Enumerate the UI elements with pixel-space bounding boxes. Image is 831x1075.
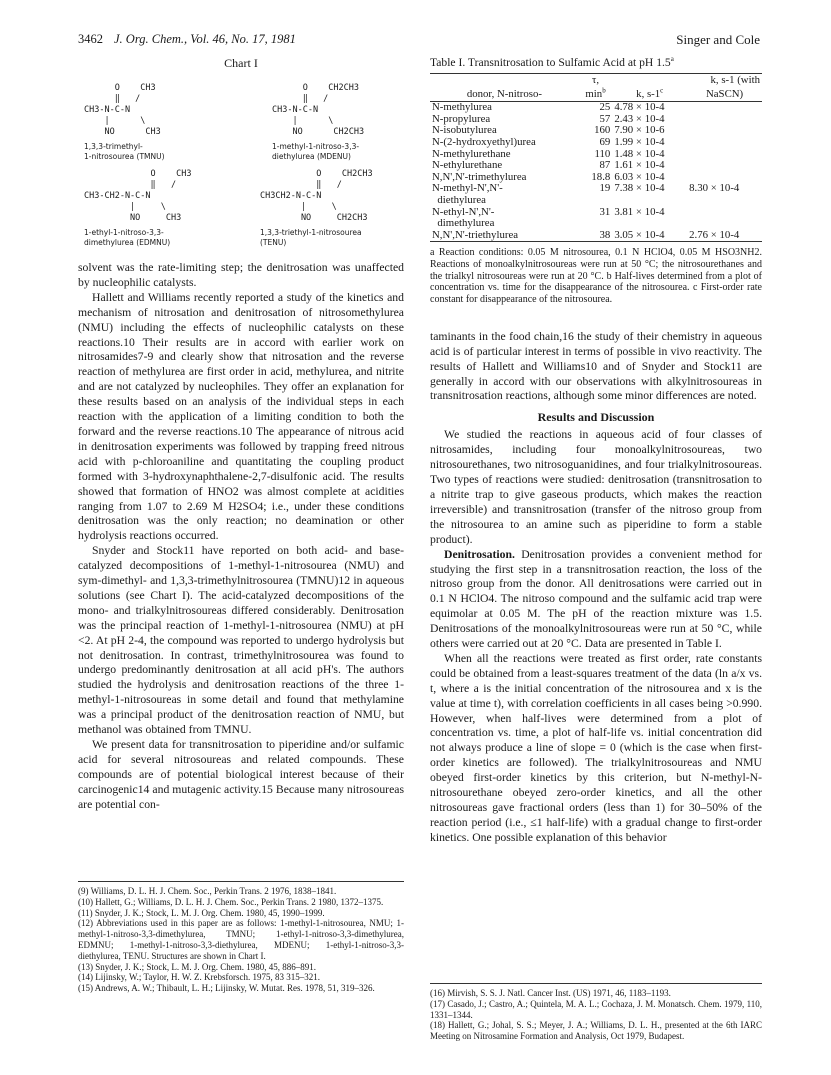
- table-row: [430, 137, 762, 149]
- structure-formula: O CH2CH3 ‖ / CH3CH2-N-C-N | \ NO CH2CH3: [260, 169, 373, 223]
- structure-name: 1-ethyl-1-nitroso-3,3- dimethylurea (EDMNU): [84, 228, 171, 247]
- cell-k2: [687, 207, 762, 219]
- header-k-blank: [612, 74, 687, 88]
- structure-formula: O CH2CH3 ‖ / CH3-N-C-N | \ NO CH2CH3: [272, 83, 365, 137]
- cell-tau: 87: [599, 159, 611, 172]
- footnote: (9) Williams, D. L. H. J. Chem. Soc., Perkin Trans. 2 1976, 1838–1841.: [78, 886, 337, 896]
- cell-donor: N-methyl-N',N'-: [432, 182, 503, 195]
- cell-k: 1.99 × 10-4: [614, 135, 665, 148]
- running-header: [78, 32, 760, 52]
- structure-name: 1,3,3-triethyl-1-nitrosourea (TENU): [260, 228, 362, 247]
- structure-formula: O CH3 ‖ / CH3-CH2-N-C-N | \ NO CH3: [84, 169, 192, 223]
- table-title-text: Table I. Transnitrosation to Sulfamic Acid at pH 1.5: [430, 56, 671, 69]
- cell-k2: [687, 195, 762, 207]
- chemical-structures-chart: [78, 83, 404, 261]
- cell-tau: 160: [594, 124, 611, 137]
- section-heading: Results and Discussion: [537, 410, 655, 425]
- cell-tau: 110: [594, 147, 611, 160]
- body-paragraph: Hallett and Williams recently reported a study of the kinetics and mechanism of nitrosation and denitrosation of nitrosomethylurea (NMU) including the effects of nucleophilic catalysts on these reactions.10 Their results are in accord with earlier work on nitrosamides7-9 and clearly show that nitrosation and the reverse reaction of methylurea are first order in acid, methylurea, and nitrite and are not catalyzed by nucleophiles. They offer an explanation for these results based on an analysis of the individual steps in each reaction with the application of a limiting condition to both the forward and the reverse reactions.10 The appearance of nitrous acid in denitrosation experiments was followed by trapping freed nitrous acid with p-chloroaniline and quantitating the coupling product formed with 3-hydroxynaphthalene-2,7-disulfonic acid. The results showed that formation of HNO2 was almost complete at acidities ranging from 1.07 to 2.69 M H2SO4; i.e., under these conditions denitrosation was the only reaction; no deamination or other hydrolysis reactions occurred.: [78, 290, 404, 543]
- page-number: 3462: [78, 32, 103, 46]
- footnote: (17) Casado, J.; Castro, A.; Quintela, M. A. L.; Cochaza, J. M. Monatsch. Chem. 1979, 110, 1331–1344.: [430, 998, 762, 1020]
- table-notes: a Reaction conditions: 0.05 M nitrosourea, 0.1 N HClO4, 0.05 M HSO3NH2. Reactions of monoalkylnitrosoureas were run at 50 °C; the nitrosourethanes and the trialkyl nitrosoureas were run at 20 °C. b Half-lives determined from a plot of concentration vs. time for the disappearance of the nitrosourea. c First-order rate constant for disappearance of the nitrosourea.: [430, 247, 762, 306]
- body-paragraph: We studied the reactions in aqueous acid of four classes of nitrosamides, including four monoalkylnitrosoureas, two nitrosourethanes, two nitrosoguanidines, and four trialkylnitrosoureas. Two types of reactions were studied: denitrosation (transnitrosation to a nitrite trap to give gaseous products, which makes the reaction irreversible) and transnitrosation (transfer of the nitroso group from the nitrosourea to an amine such as piperidine to form a stable product).: [430, 428, 762, 546]
- structure-tmnu: [84, 83, 244, 162]
- body-paragraph: [430, 548, 762, 652]
- cell-k2: [687, 102, 762, 114]
- body-paragraph: taminants in the food chain,16 the study of their chemistry in aqueous acid is of particular interest in terms of possible in vivo reactivity. The results of Hallett and Williams10 and of Snyder and Stock11 are generally in accord with our observations with alkylnitrosoureas in transnitrosation reactions, although some minor differences are noted.: [430, 329, 762, 403]
- cell-k: 7.38 × 10-4: [614, 182, 665, 195]
- cell-k: [612, 195, 687, 207]
- cell-donor: N-ethyl-N',N'-: [432, 205, 495, 218]
- header-k-nascn-2: NaSCN): [687, 88, 762, 102]
- cell-tau: [579, 195, 613, 207]
- cell-donor: N-(2-hydroxyethyl)urea: [432, 135, 536, 148]
- footnote-rule: [78, 881, 404, 882]
- cell-k: [612, 218, 687, 230]
- header-tau: τ,: [592, 74, 600, 86]
- cell-tau: 38: [599, 228, 611, 241]
- k-label: k, s-1: [636, 87, 661, 100]
- paragraph-text: Denitrosation provides a convenient method for studying the first step in a transnitrosation reaction, the loss of the nitroso group from the donor. All denitrosations were carried out in 0.1 N HClO4. The nitroso compound and the sulfamic acid trap were equimolar at 0.05 M. The pH of the reaction mixture was 1.5. Denitrosations of the monoalkylnitrosoureas were run at 50 °C, while others were carried out at 20 °C. Data are presented in Table I.: [430, 547, 762, 651]
- header-tau-unit: [579, 88, 613, 102]
- cell-tau: 19: [599, 182, 611, 195]
- cell-donor: N-isobutylurea: [432, 124, 497, 137]
- cell-k: 1.48 × 10-4: [614, 147, 665, 160]
- cell-tau: 25: [599, 101, 611, 114]
- cell-k: 4.78 × 10-4: [614, 101, 665, 114]
- tau-unit: min: [585, 87, 603, 100]
- footnote: (13) Snyder, J. K.; Stock, L. M. J. Org. Chem. 1980, 45, 886–891.: [78, 961, 316, 972]
- cell-k2: [687, 149, 762, 161]
- left-column: [78, 56, 404, 813]
- header-donor-label: donor, N-nitroso-: [430, 88, 579, 102]
- cell-k: 3.81 × 10-4: [614, 205, 665, 218]
- body-paragraph: When all the reactions were treated as first order, rate constants could be obtained from a least-squares treatment of the data (ln a/x vs. t, where a is the initial concentration of the nitrosourea and x is the value at time t), with correlation coefficients in all cases being >0.990. However, when half-lives were determined from a plot of concentration vs. time, a plot of half-life vs. initial concentration did not always produce a line of slope = 0 (which is the case when first-order kinetics are followed). The trialkylnitrosoureas and NMU obeyed first-order kinetics by this criterion, but N-methyl-N-nitrosourethane obeyed zero-order kinetics, and all the other nitrosoureas gave fractional orders (less than 1) for 30–50% of the reaction period (i.e., ≤1 half-life) with a gradual change to first-order kinetics. One possible explanation of this behavior: [430, 651, 762, 844]
- cell-donor: dimethylurea: [432, 217, 495, 230]
- left-footnotes: [78, 886, 404, 994]
- cell-donor: diethylurea: [432, 193, 486, 206]
- tau-footnote-mark: b: [602, 86, 606, 94]
- footnote-rule: [430, 983, 762, 984]
- table-row: [430, 102, 762, 114]
- journal-citation: J. Org. Chem., Vol. 46, No. 17, 1981: [114, 32, 296, 46]
- footnote: (14) Lijinsky, W.; Taylor, H. W. Z. Krebsforsch. 1975, 83 315–321.: [78, 972, 320, 983]
- cell-k2: [687, 125, 762, 137]
- structure-tenu: [260, 169, 420, 248]
- table-row: [430, 230, 762, 242]
- cell-k2: [687, 218, 762, 230]
- k-footnote-mark: c: [660, 86, 664, 94]
- footnote: (11) Snyder, J. K.; Stock, L. M. J. Org. Chem. 1980, 45, 1990–1999.: [78, 907, 325, 918]
- header-k: [612, 88, 687, 102]
- body-paragraph: We present data for transnitrosation to piperidine and/or sulfamic acid for several nitrosoureas and related compounds. These compounds are of potential biological interest because of their carcinogenic14 and mutagenic activity.15 Because many nitrosoureas are potential con-: [78, 738, 404, 811]
- cell-k2: [687, 160, 762, 172]
- cell-tau: 69: [599, 135, 611, 148]
- cell-k: 3.05 × 10-4: [614, 228, 665, 241]
- cell-donor: N-methylurethane: [432, 147, 511, 160]
- footnote: (15) Andrews, A. W.; Thibault, L. H.; Lijinsky, W. Mutat. Res. 1978, 51, 319–326.: [78, 983, 375, 994]
- structure-edmnu: [84, 169, 244, 248]
- right-footnotes: [430, 988, 762, 1042]
- table-row: [430, 195, 762, 207]
- cell-tau: 31: [599, 205, 611, 218]
- table-body: [430, 102, 762, 242]
- body-paragraph: Snyder and Stock11 have reported on both acid- and base-catalyzed decompositions of 1-methyl-1-nitrosourea (NMU) and sym-dimethyl- and 1,3,3-trimethylnitrosourea (TMNU)12 in aqueous solutions (see Chart I). The acid-catalyzed decompositions of the mono- and trialkylnitrosoureas differed considerably. Denitrosation was the principal reaction of 1-methyl-1-nitrosourea (NMU) at pH <2. At pH 2-4, the compound was reported to undergo hydrolysis but not denitrosation. In contrast, trimethylnitrosourea was found to undergo predominantly denitrosation at all acid pH's. The authors studied the hydrolysis and denitrosation reactions of the three 1-methyl-1-nitrosoureas in some detail and found that methylamine was a principal product of the denitrosation reaction of NMU, but methanol was obtained from TMNU.: [78, 544, 404, 737]
- chart-title: Chart I: [224, 56, 258, 70]
- author-names: Singer and Cole: [676, 32, 760, 47]
- transnitrosation-table: [430, 73, 762, 242]
- structure-name: 1-methyl-1-nitroso-3,3- diethylurea (MDENU): [272, 142, 360, 161]
- header-donor: [430, 74, 579, 88]
- structure-mdenu: [272, 83, 432, 162]
- table-row: [430, 218, 762, 230]
- cell-tau: 18.8: [591, 170, 611, 183]
- cell-donor: N,N',N'-triethylurea: [432, 228, 519, 241]
- header-k-nascn: k, s-1 (with: [710, 74, 760, 86]
- cell-k: 2.43 × 10-4: [614, 112, 665, 125]
- cell-k: 7.90 × 10-6: [614, 124, 665, 137]
- table-title: [430, 56, 762, 69]
- table-title-footnote-mark: a: [670, 55, 674, 64]
- cell-k2: 8.30 × 10-4: [689, 182, 740, 195]
- footnote: (18) Hallett, G.; Johal, S. S.; Meyer, J. A.; Williams, D. L. H., presented at the 6th IARC Meeting on Nitrosamine Formation and Analysis, Oct 1979, Budapest.: [430, 1020, 762, 1042]
- table-row: [430, 160, 762, 172]
- footnote: (12) Abbreviations used in this paper are as follows: 1-methyl-1-nitrosourea, NMU; 1-methyl-1-nitroso-3,3-dimethylurea, TMNU; 1-ethyl-1-nitroso-3,3-dimethylurea, EDMNU; 1-methyl-1-nitroso-3,3-diethylurea, MDENU; 1-ethyl-1-nitroso-3,3-diethylurea, TENU. Structures are shown in Chart I.: [78, 918, 404, 961]
- cell-k2: 2.76 × 10-4: [689, 228, 740, 241]
- cell-k: 6.03 × 10-4: [614, 170, 665, 183]
- structure-formula: O CH3 ‖ / CH3-N-C-N | \ NO CH3: [84, 83, 161, 137]
- footnote: (10) Hallett, G.; Williams, D. L. H. J. Chem. Soc., Perkin Trans. 2 1980, 1372–1375.: [78, 896, 384, 907]
- body-paragraph: solvent was the rate-limiting step; the denitrosation was unaffected by nucleophilic catalysts.: [78, 261, 404, 289]
- cell-tau: 57: [599, 112, 611, 125]
- run-in-heading: Denitrosation.: [444, 547, 515, 561]
- cell-donor: N-ethylurethane: [432, 159, 503, 172]
- cell-donor: N-propylurea: [432, 112, 491, 125]
- structure-name: 1,3,3-trimethyl- 1-nitrosourea (TMNU): [84, 142, 165, 161]
- footnote: (16) Mirvish, S. S. J. Natl. Cancer Inst. (US) 1971, 46, 1183–1193.: [430, 988, 671, 998]
- cell-k2: [687, 137, 762, 149]
- right-column: [430, 56, 762, 846]
- cell-donor: N-methylurea: [432, 101, 492, 114]
- cell-k: 1.61 × 10-4: [614, 159, 665, 172]
- cell-donor: N,N',N'-trimethylurea: [432, 170, 527, 183]
- cell-tau: [579, 218, 613, 230]
- cell-k2: [687, 114, 762, 126]
